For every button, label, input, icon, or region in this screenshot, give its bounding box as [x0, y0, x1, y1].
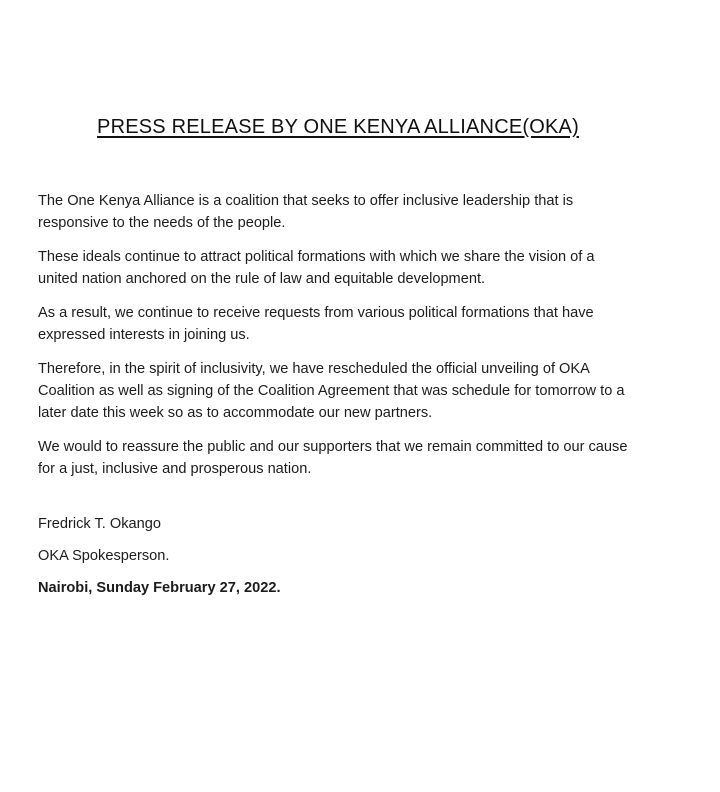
paragraph-intro: The One Kenya Alliance is a coalition that seeks to offer inclusive leadership that is responsive to the needs of the people.: [38, 193, 574, 231]
release-body: [38, 190, 638, 492]
paragraph-reschedule: Therefore, in the spirit of inclusivity, we have rescheduled the official unveiling of OKA Coalition as well as signing of the Coalition Agreement that was schedule for tomorrow to a later date this week so as to accommodate our new partners.: [38, 361, 625, 421]
signature-block: [38, 513, 638, 609]
paragraph-requests: As a result, we continue to receive requests from various political formations that have expressed interests in joining us.: [38, 305, 594, 343]
title-text: PRESS RELEASE BY ONE KENYA ALLIANCE(OKA): [97, 116, 579, 138]
paragraph-ideals: These ideals continue to attract political formations with which we share the vision of a united nation anchored on the rule of law and equitable development.: [38, 249, 595, 287]
signatory-name: Fredrick T. Okango: [38, 516, 162, 532]
dateline: Nairobi, Sunday February 27, 2022.: [38, 580, 281, 596]
paragraph-reassurance: We would to reassure the public and our supporters that we remain committed to our cause for a just, inclusive and prosperous nation.: [38, 439, 628, 477]
signatory-role: OKA Spokesperson.: [38, 548, 170, 564]
page-title: [0, 116, 676, 139]
